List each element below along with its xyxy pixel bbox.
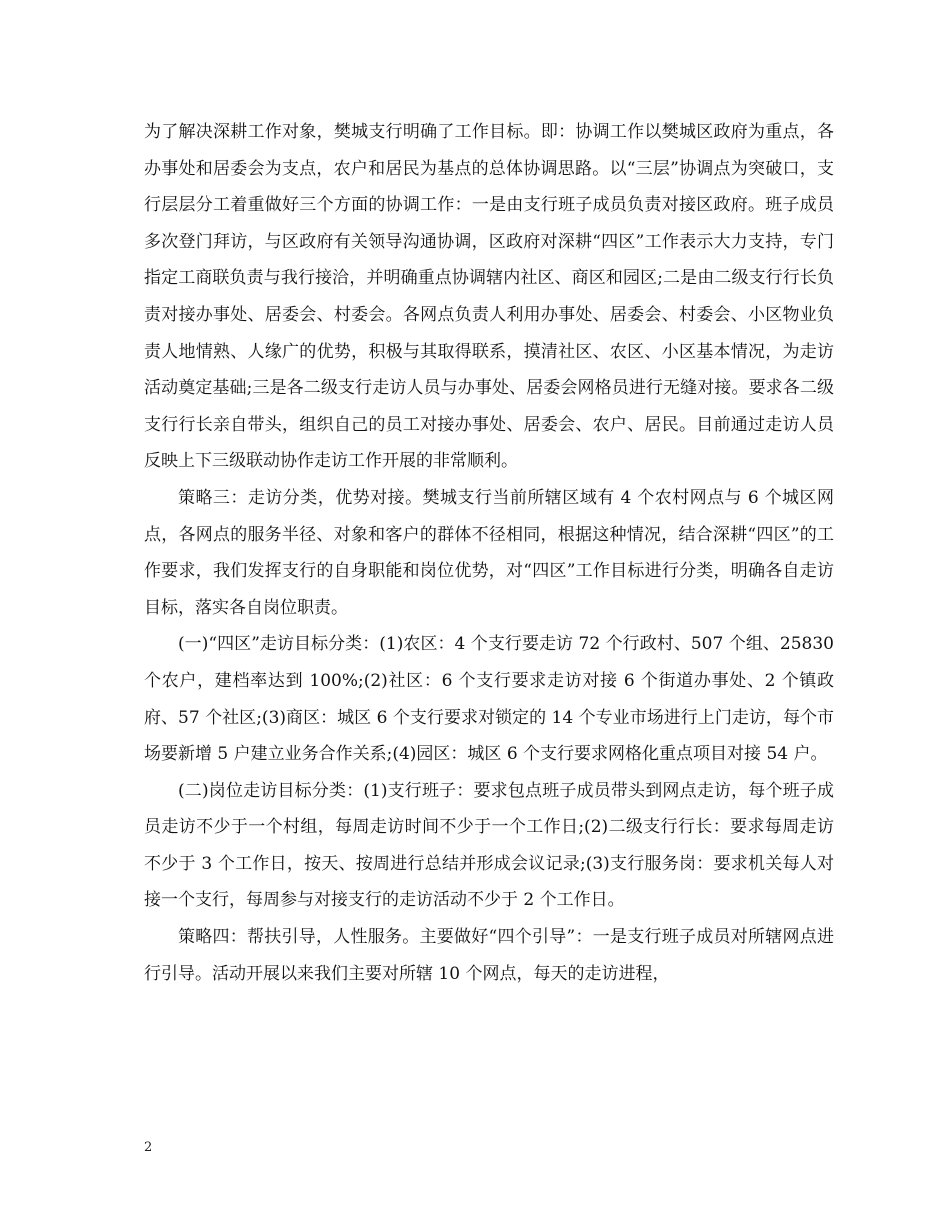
paragraph-work-goals: 为了解决深耕工作对象，樊城支行明确了工作目标。即：协调工作以樊城区政府为重点，各办事处和居委会为支点，农户和居民为基点的总体协调思路。以“三层”协调点为突破口，支行层层分工着重做好三个方面的协调工作：一是由支行班子成员负责对接区政府。班子成员多次登门拜访，与区政府有关领导沟通协调，区政府对深耕“四区”工作表示大力支持，专门指定工商联负责与我行接洽，并明确重点协调辖内社区、商区和园区;二是由二级支行行长负责对接办事处、居委会、村委会。各网点负责人利用办事处、居委会、村委会、小区物业负责人地情熟、人缘广的优势，积极与其取得联系，摸清社区、农区、小区基本情况，为走访活动奠定基础;三是各二级支行走访人员与办事处、居委会网格员进行无缝对接。要求各二级支行行长亲自带头，组织自己的员工对接办事处、居委会、农户、居民。目前通过走访人员反映上下三级联动协作走访工作开展的非常顺利。 [144, 122, 834, 472]
paragraph-strategy-three: 策略三：走访分类，优势对接。樊城支行当前所辖区域有 4 个农村网点与 6 个城区网点，各网点的服务半径、对象和客户的群体不径相同，根据这种情况，结合深耕“四区”的工作要求，我们发挥支行的自身职能和岗位优势，对“四区”工作目标进行分类，明确各自走访目标，落实各自岗位职责。 [144, 487, 834, 618]
document-body [144, 114, 834, 992]
page-number: 2 [144, 1140, 153, 1155]
paragraph-strategy-four: 策略四：帮扶引导，人性服务。主要做好“四个引导”：一是支行班子成员对所辖网点进行引导。活动开展以来我们主要对所辖 10 个网点，每天的走访进程， [144, 927, 834, 984]
paragraph-position-goals: (二)岗位走访目标分类：(1)支行班子：要求包点班子成员带头到网点走访，每个班子成员走访不少于一个村组，每周走访时间不少于一个工作日;(2)二级支行行长：要求每周走访不少于 3 个工作日，按天、按周进行总结并形成会议记录;(3)支行服务岗：要求机关每人对接一个支行，每周参与对接支行的走访活动不少于 2 个工作日。 [144, 780, 834, 911]
paragraph-four-areas-goals: (一)“四区”走访目标分类：(1)农区：4 个支行要走访 72 个行政村、507 个组、25830 个农户，建档率达到 100%;(2)社区：6 个支行要求走访对接 6 个街道办事处、2 个镇政府、57 个社区;(3)商区：城区 6 个支行要求对锁定的 14 个专业市场进行上门走访，每个市场要新增 5 户建立业务合作关系;(4)园区：城区 6 个支行要求网格化重点项目对接 54 户。 [144, 634, 834, 765]
